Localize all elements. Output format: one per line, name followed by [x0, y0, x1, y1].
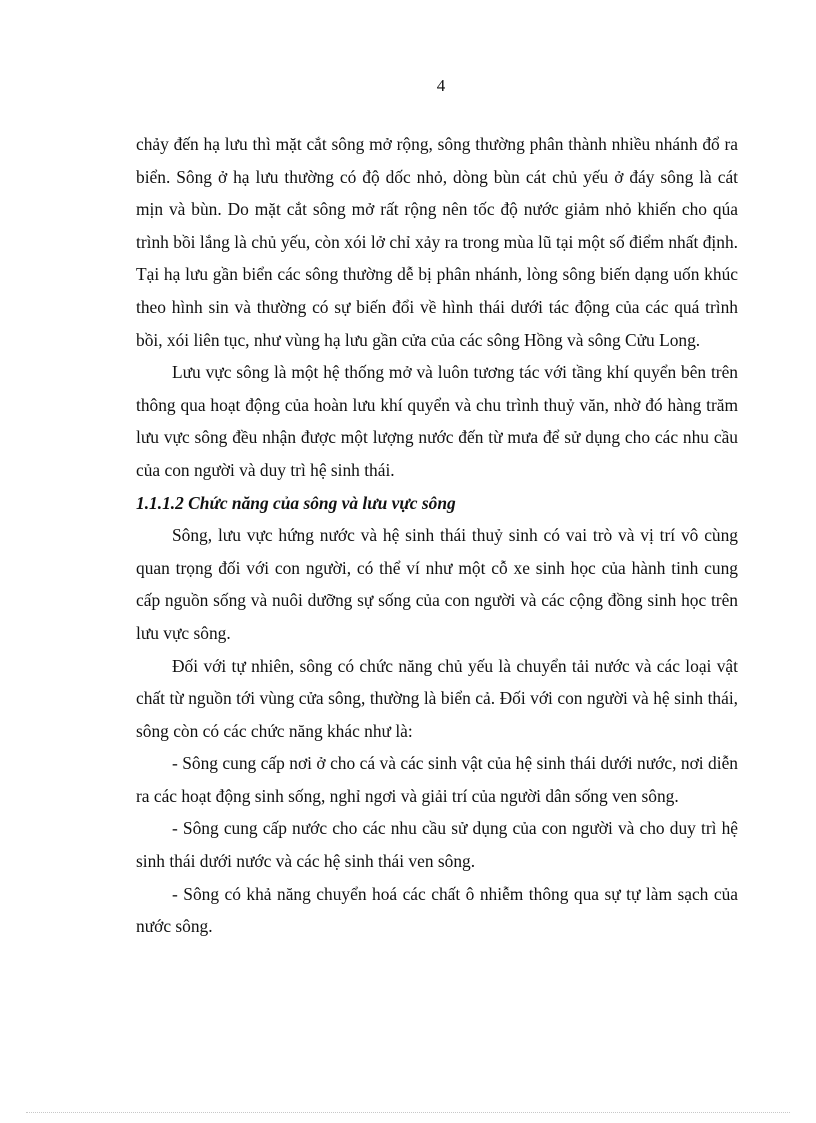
page-number: 4 — [436, 76, 446, 95]
paragraph-river-role: Sông, lưu vực hứng nước và hệ sinh thái thuỷ sinh có vai trò và vị trí vô cùng quan trọng đối với con người, có thể ví như một cỗ xe sinh học của hành tinh cung cấp nguồn sống và nuôi dưỡng sự sống của con người và các cộng đồng sinh học trên lưu vực sông. — [136, 525, 738, 643]
page-bottom-divider — [26, 1112, 790, 1113]
paragraph-river-downstream: chảy đến hạ lưu thì mặt cắt sông mở rộng, sông thường phân thành nhiều nhánh đổ ra biển. Sông ở hạ lưu thường có độ dốc nhỏ, dòng bùn cát chủ yếu ở đáy sông là cát mịn và bùn. Do mặt cắt sông mở rất rộng nên tốc độ nước giảm nhỏ khiến cho qúa trình bồi lắng là chủ yếu, còn xói lở chỉ xảy ra trong mùa lũ tại một số điểm nhất định. Tại hạ lưu gần biển các sông thường dễ bị phân nhánh, lòng sông biến dạng uốn khúc theo hình sin và thường có sự biến đổi về hình thái dưới tác động của các quá trình bồi, xói liên tục, như vùng hạ lưu gần cửa của các sông Hồng và sông Cửu Long. — [136, 134, 738, 350]
bullet-habitat: - Sông cung cấp nơi ở cho cá và các sinh vật của hệ sinh thái dưới nước, nơi diễn ra các hoạt động sinh sống, nghỉ ngơi và giải trí của người dân sống ven sông. — [136, 753, 738, 806]
paragraph-river-basin: Lưu vực sông là một hệ thống mở và luôn tương tác với tầng khí quyển bên trên thông qua hoạt động của hoàn lưu khí quyển và chu trình thuỷ văn, nhờ đó hàng trăm lưu vực sông đều nhận được một lượng nước đến từ mưa để sử dụng cho các nhu cầu của con người và duy trì hệ sinh thái. — [136, 362, 738, 480]
section-heading: 1.1.1.2 Chức năng của sông và lưu vực sông — [136, 492, 456, 513]
bullet-self-purification: - Sông có khả năng chuyển hoá các chất ô nhiễm thông qua sự tự làm sạch của nước sông. — [136, 883, 738, 937]
paragraph-river-functions: Đối với tự nhiên, sông có chức năng chủ yếu là chuyển tải nước và các loại vật chất từ nguồn tới vùng cửa sông, thường là biển cả. Đối với con người và hệ sinh thái, sông còn có các chức năng khác như là: — [136, 655, 738, 741]
bullet-water-supply: - Sông cung cấp nước cho các nhu cầu sử dụng của con người và cho duy trì hệ sinh thái dưới nước và các hệ sinh thái ven sông. — [136, 818, 738, 872]
document-body — [136, 128, 738, 943]
